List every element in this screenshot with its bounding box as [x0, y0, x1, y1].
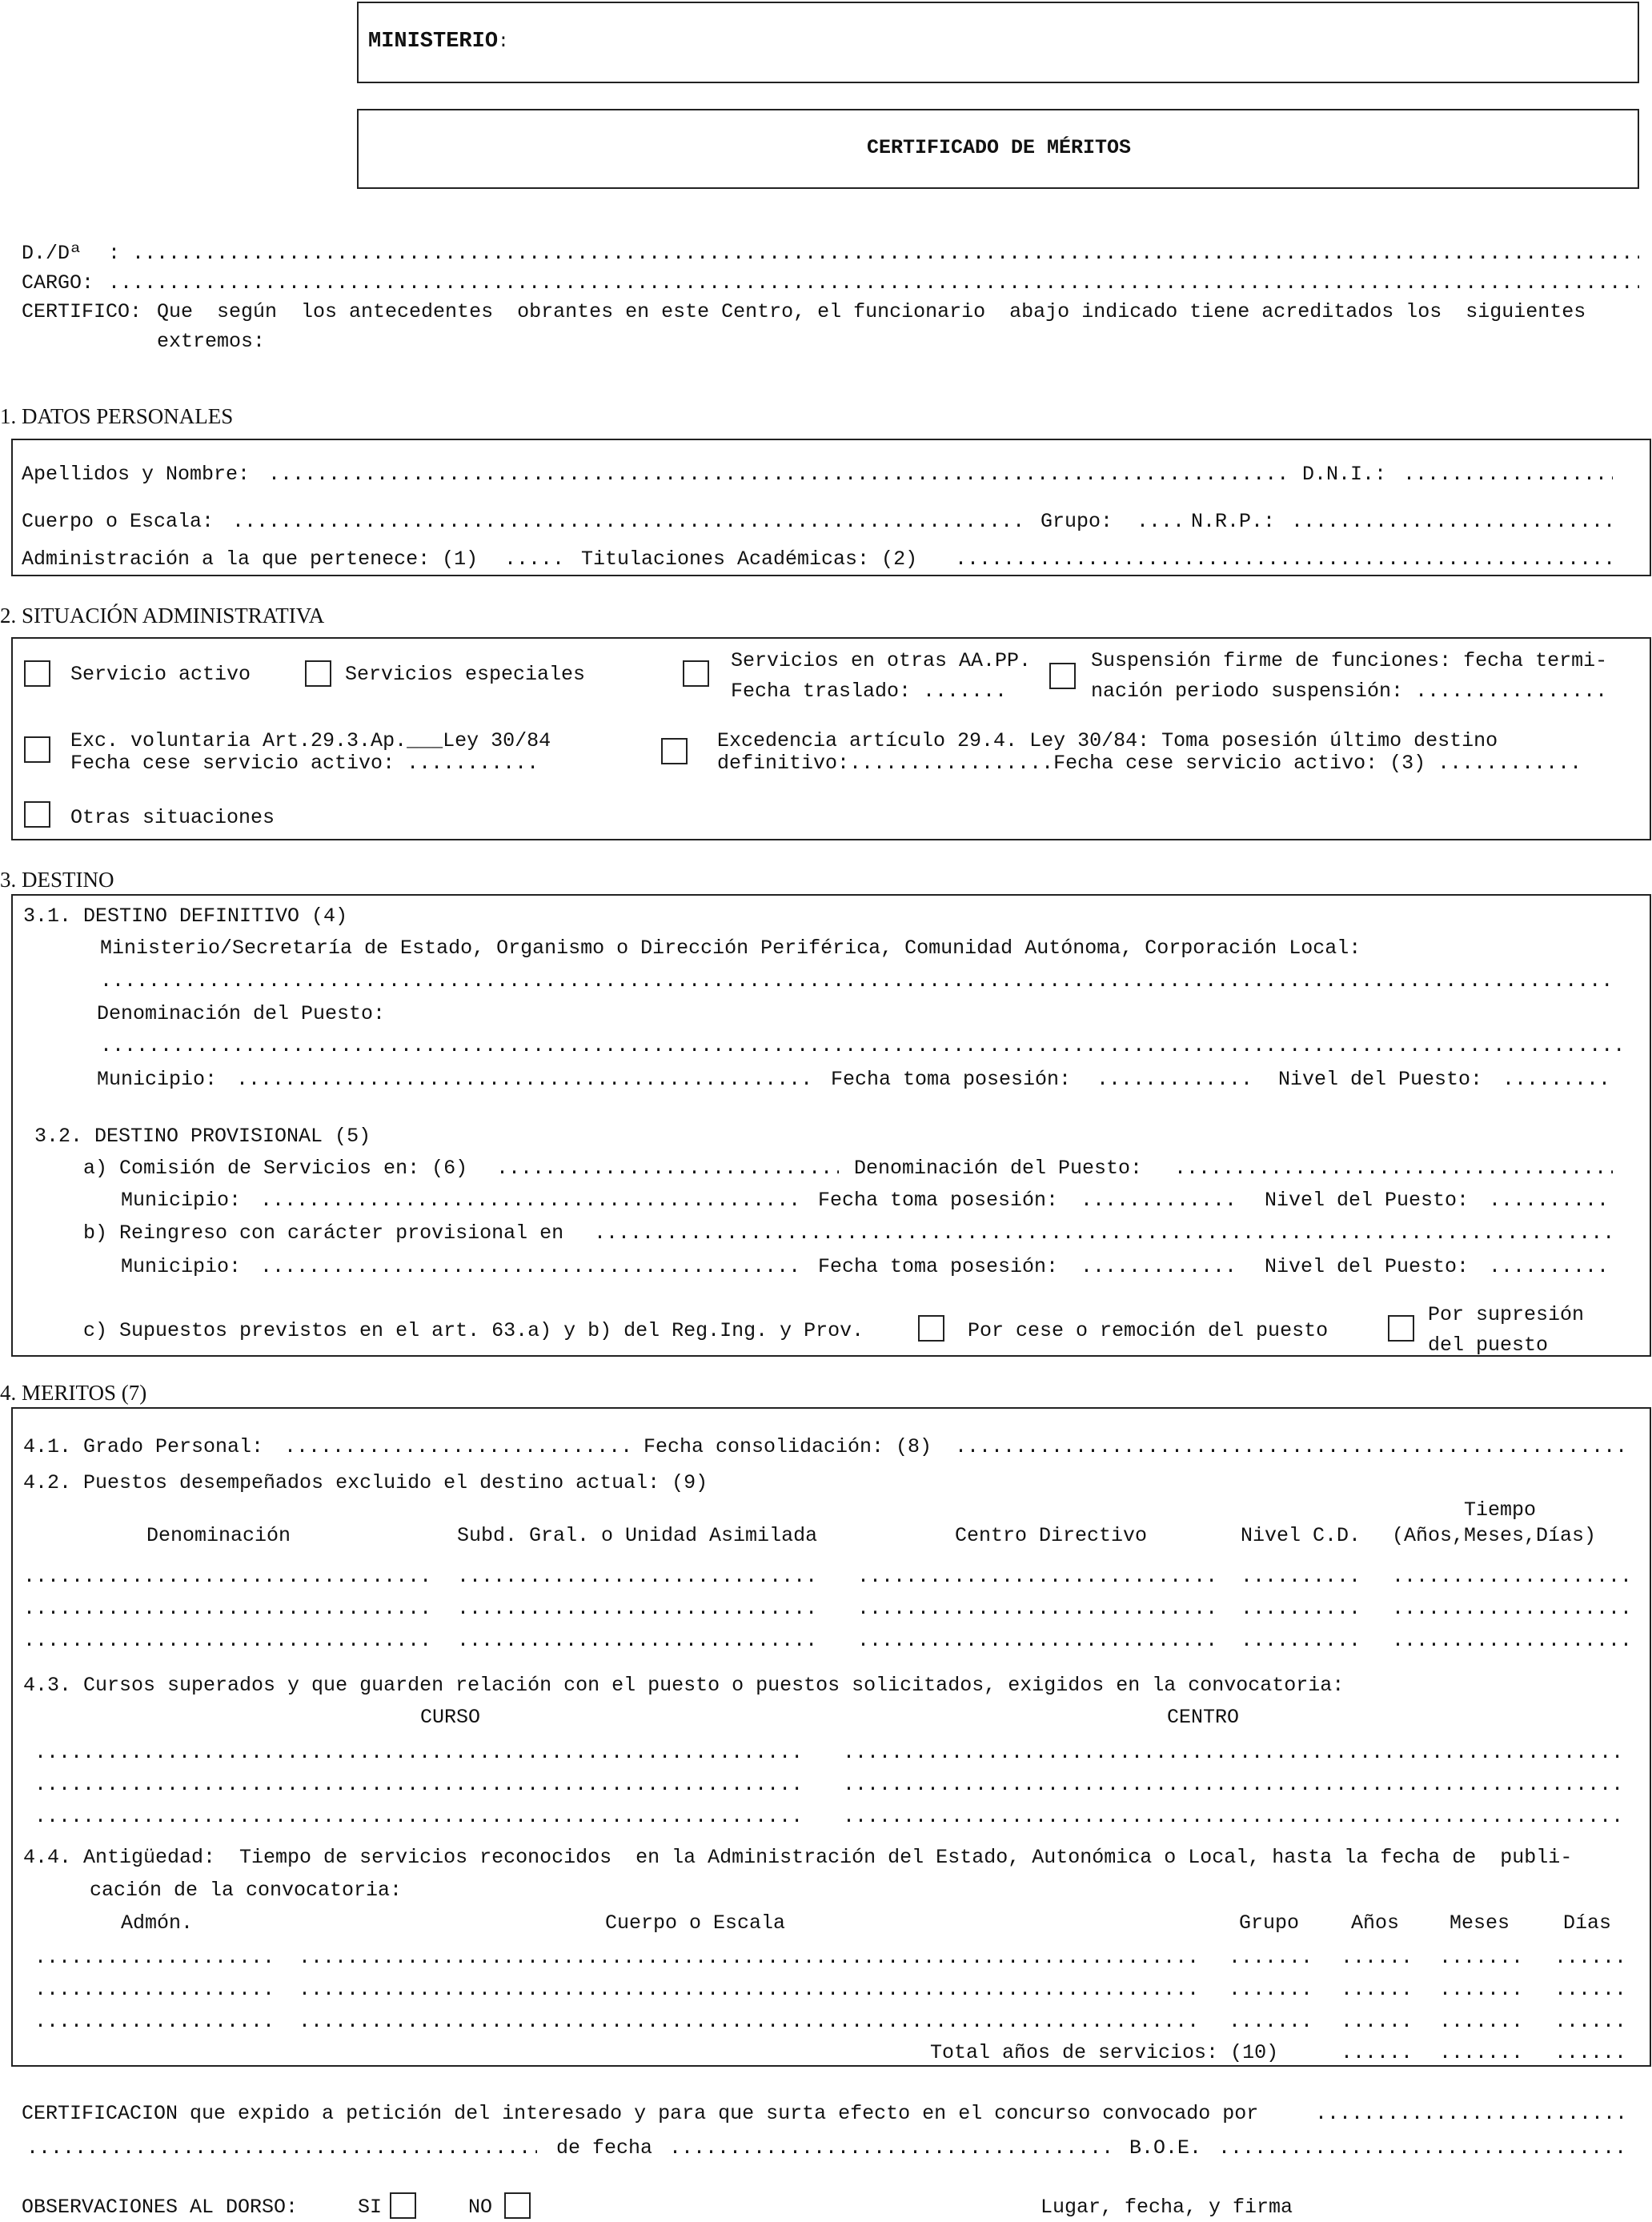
col-tiempo: Tiempo [1464, 1498, 1537, 1522]
reingreso-nivel-label: Nivel del Puesto: [1265, 1255, 1470, 1278]
lugar-fecha-firma: Lugar, fecha, y firma [1041, 2196, 1293, 2219]
fecha-traslado: Fecha traslado: ....... [731, 680, 1008, 703]
comision-denominacion-label: Denominación del Puesto: [854, 1157, 1143, 1180]
antig-row-2-grupo: ....... [1229, 1978, 1313, 2001]
destino-definitivo-title: 3.1. DESTINO DEFINITIVO (4) [23, 904, 348, 928]
comision-nivel-label: Nivel del Puesto: [1265, 1189, 1470, 1212]
nivel-label: Nivel del Puesto: [1278, 1068, 1483, 1091]
otras-aapp-label: Servicios en otras AA.PP. [731, 649, 1032, 672]
antig-row-1-meses: ....... [1439, 1946, 1524, 1969]
total-anios: ...... [1341, 2041, 1413, 2064]
cuerpo-label: Cuerpo o Escala: [22, 510, 215, 533]
dni-dots [1403, 463, 1613, 487]
antig-row-3-anios: ...... [1341, 2010, 1413, 2033]
reingreso-fecha-label: Fecha toma posesión: [818, 1255, 1059, 1278]
ministerio-secretaria-dots [100, 969, 1613, 993]
si-label: SI [358, 2196, 383, 2219]
antig-row-1-cuerpo [299, 1946, 1203, 1970]
reingreso-municipio-dots [260, 1255, 804, 1279]
puesto-row-3-nivel: .......... [1241, 1629, 1361, 1652]
curso-row-3 [34, 1805, 804, 1829]
antig-row-1-admon [34, 1946, 271, 1970]
cargo-dots [108, 271, 1639, 295]
certifico-text-2: extremos: [157, 330, 266, 353]
supresion-label: Por supresión [1428, 1303, 1585, 1326]
admin-label: Administración a la que pertenece: (1) [22, 547, 479, 571]
page-title: CERTIFICADO DE MÉRITOS [866, 136, 1132, 159]
curso-row-3-centro [843, 1805, 1627, 1829]
antig-row-1-grupo: ....... [1229, 1946, 1313, 1969]
apellidos-dots [268, 463, 1285, 487]
curso-row-2 [34, 1773, 804, 1797]
servicio-activo-label: Servicio activo [70, 663, 251, 686]
antig-row-3-grupo: ....... [1229, 2010, 1313, 2033]
puesto-row-3-centro [857, 1629, 1217, 1653]
titulaciones-dots [955, 547, 1613, 572]
antiguedad-label: 4.4. Antigüedad: Tiempo de servicios reconocidos en la Administración del Estado, Autonómica o Local, hasta la fecha de publi- [23, 1846, 1573, 1869]
otras-situaciones-label: Otras situaciones [70, 806, 275, 829]
col-centro: Centro Directivo [955, 1524, 1148, 1547]
certificacion-dots [1315, 2102, 1627, 2126]
section-2-title: 2. SITUACIÓN ADMINISTRATIVA [0, 604, 325, 628]
reingreso-nivel-dots: .......... [1489, 1255, 1610, 1278]
col-dias: Días [1563, 1911, 1612, 1935]
suspension-fecha: nación periodo suspensión: ................ [1091, 680, 1608, 703]
dd-dots [132, 242, 1639, 266]
curso-row-1-centro [843, 1741, 1627, 1765]
excedencia-294-checkbox[interactable] [661, 738, 688, 764]
de-fecha-label: de fecha [556, 2136, 653, 2160]
puesto-row-3-denominacion [23, 1629, 431, 1653]
antig-row-2-cuerpo [299, 1978, 1203, 2002]
section-4-title: 4. MERITOS (7) [0, 1381, 147, 1405]
grupo-label: Grupo: [1041, 510, 1113, 533]
comision-fecha-dots: ............. [1081, 1189, 1237, 1212]
cese-label: Por cese o remoción del puesto [968, 1319, 1329, 1342]
section-1-title: 1. DATOS PERSONALES [0, 404, 234, 428]
titulaciones-label: Titulaciones Académicas: (2) [581, 547, 918, 571]
comision-label: a) Comisión de Servicios en: (6) [83, 1157, 468, 1180]
fecha-toma-label: Fecha toma posesión: [831, 1068, 1072, 1091]
reingreso-label: b) Reingreso con carácter provisional en [83, 1221, 564, 1245]
col-centro-curso: CENTRO [1167, 1706, 1240, 1729]
total-dias: ...... [1554, 2041, 1627, 2064]
excedencia-294-label: Excedencia artículo 29.4. Ley 30/84: Toma posesión último destino [717, 729, 1498, 752]
excedencia-294-fecha: definitivo:.................Fecha cese servicio activo: (3) ............ [717, 752, 1582, 775]
col-denominacion: Denominación [146, 1524, 291, 1547]
observaciones-label: OBSERVACIONES AL DORSO: [22, 2196, 299, 2219]
denominacion-dots [100, 1034, 1627, 1058]
col-anios: Años [1351, 1911, 1400, 1935]
supresion-checkbox[interactable] [1388, 1315, 1414, 1342]
supuestos-label: c) Supuestos previstos en el art. 63.a) y b) del Reg.Ing. y Prov. [83, 1319, 864, 1342]
antig-row-2-admon [34, 1978, 271, 2002]
antig-row-1-anios: ...... [1341, 1946, 1413, 1969]
antig-row-3-meses: ....... [1439, 2010, 1524, 2033]
puesto-row-1-denominacion [23, 1565, 431, 1589]
certifico-text: Que según los antecedentes obrantes en este Centro, el funcionario abajo indicado tiene acreditados los siguientes [157, 300, 1586, 323]
comision-municipio-label: Municipio: [121, 1189, 242, 1212]
puesto-row-3-tiempo [1392, 1629, 1627, 1653]
ministerio-box [357, 2, 1639, 83]
puesto-row-3-subd [457, 1629, 822, 1653]
puesto-row-1-tiempo [1392, 1565, 1627, 1589]
antig-row-2-anios: ...... [1341, 1978, 1413, 2001]
nrp-dots [1291, 510, 1613, 534]
otras-aapp-checkbox[interactable] [683, 660, 709, 687]
nivel-dots: ......... [1502, 1068, 1611, 1091]
denominacion-label: Denominación del Puesto: [97, 1002, 386, 1025]
exc-voluntaria-label: Exc. voluntaria Art.29.3.Ap.___Ley 30/84 [70, 729, 551, 752]
comision-municipio-dots [260, 1189, 804, 1213]
section-3-title: 3. DESTINO [0, 868, 114, 892]
de-fecha-dots [669, 2136, 1111, 2160]
puesto-row-2-nivel: .......... [1241, 1597, 1361, 1620]
exc-voluntaria-fecha: Fecha cese servicio activo: ........... [70, 752, 539, 775]
antiguedad-label-2: cación de la convocatoria: [90, 1879, 403, 1902]
curso-row-1 [34, 1741, 804, 1765]
no-label: NO [468, 2196, 493, 2219]
antig-row-2-meses: ....... [1439, 1978, 1524, 2001]
servicios-especiales-checkbox[interactable] [305, 660, 331, 687]
col-cuerpo: Cuerpo o Escala [605, 1911, 786, 1935]
apellidos-label: Apellidos y Nombre: [22, 463, 251, 486]
grado-label: 4.1. Grado Personal: [23, 1435, 264, 1458]
admin-dots: ..... [504, 547, 565, 571]
dd-label: D./Dª [22, 242, 82, 265]
cese-checkbox[interactable] [918, 1315, 944, 1342]
puesto-row-2-subd [457, 1597, 822, 1621]
boe-label: B.O.E. [1129, 2136, 1202, 2160]
cuerpo-dots [232, 510, 1029, 534]
antig-row-2-dias: ...... [1554, 1978, 1627, 2001]
si-checkbox[interactable] [390, 2192, 416, 2219]
comision-dots [496, 1157, 839, 1181]
antig-row-3-dias: ...... [1554, 2010, 1627, 2033]
puesto-row-2-centro [857, 1597, 1217, 1621]
antig-row-3-cuerpo [299, 2010, 1203, 2034]
convocado-dots [26, 2136, 537, 2160]
cargo-label: CARGO: [22, 271, 94, 295]
reingreso-dots [594, 1221, 1613, 1245]
reingreso-fecha-dots: ............. [1081, 1255, 1237, 1278]
reingreso-municipio-label: Municipio: [121, 1255, 242, 1278]
fecha-consolidacion-dots [955, 1435, 1627, 1459]
ministerio-secretaria-label: Ministerio/Secretaría de Estado, Organismo o Dirección Periférica, Comunidad Autónoma, Corporación Local: [100, 937, 1361, 960]
otras-situaciones-checkbox[interactable] [24, 801, 50, 828]
suspension-checkbox[interactable] [1049, 663, 1076, 689]
certificacion-text: CERTIFICACION que expido a petición del interesado y para que surta efecto en el concurso convocado por [22, 2102, 1259, 2125]
total-anios-label: Total años de servicios: (10) [930, 2041, 1279, 2064]
puesto-row-2-tiempo [1392, 1597, 1627, 1621]
dni-label: D.N.I.: [1302, 463, 1387, 486]
puesto-row-2-denominacion [23, 1597, 431, 1621]
comision-denominacion-dots [1174, 1157, 1613, 1181]
cursos-label: 4.3. Cursos superados y que guarden relación con el puesto o puestos solicitados, exigidos en la convocatoria: [23, 1674, 1345, 1697]
col-grupo: Grupo [1239, 1911, 1300, 1935]
comision-fecha-label: Fecha toma posesión: [818, 1189, 1059, 1212]
col-nivel: Nivel C.D. [1241, 1524, 1361, 1547]
col-subd: Subd. Gral. o Unidad Asimilada [457, 1524, 818, 1547]
antig-row-1-dias: ...... [1554, 1946, 1627, 1969]
col-curso: CURSO [420, 1706, 481, 1729]
municipio-dots [236, 1068, 816, 1092]
col-meses: Meses [1450, 1911, 1510, 1935]
puesto-row-1-nivel: .......... [1241, 1565, 1361, 1588]
ministerio-label: MINISTERIO: [368, 30, 509, 54]
total-meses: ....... [1439, 2041, 1524, 2064]
title-box [357, 109, 1639, 189]
no-checkbox[interactable] [504, 2192, 531, 2219]
puestos-label: 4.2. Puestos desempeñados excluido el destino actual: (9) [23, 1471, 708, 1494]
supresion-label-2: del puesto [1428, 1334, 1549, 1357]
puesto-row-1-subd [457, 1565, 822, 1589]
fecha-consolidacion-label: Fecha consolidación: (8) [644, 1435, 932, 1458]
antig-row-3-admon [34, 2010, 271, 2034]
municipio-label: Municipio: [97, 1068, 218, 1091]
dd-colon: : [108, 242, 121, 265]
servicios-especiales-label: Servicios especiales [345, 663, 586, 686]
col-tiempo-2: (Años,Meses,Días) [1392, 1524, 1597, 1547]
fecha-toma-dots: ............. [1097, 1068, 1253, 1091]
grupo-dots: .... [1137, 510, 1185, 533]
suspension-label: Suspensión firme de funciones: fecha termi- [1091, 649, 1608, 672]
exc-voluntaria-checkbox[interactable] [24, 736, 50, 763]
certifico-label: CERTIFICO: [22, 300, 142, 323]
boe-dots [1218, 2136, 1627, 2160]
puesto-row-1-centro [857, 1565, 1217, 1589]
comision-nivel-dots: .......... [1489, 1189, 1610, 1212]
grado-dots [284, 1435, 631, 1459]
curso-row-2-centro [843, 1773, 1627, 1797]
col-admon: Admón. [121, 1911, 194, 1935]
destino-provisional-title: 3.2. DESTINO PROVISIONAL (5) [34, 1125, 371, 1148]
servicio-activo-checkbox[interactable] [24, 660, 50, 687]
nrp-label: N.R.P.: [1191, 510, 1276, 533]
